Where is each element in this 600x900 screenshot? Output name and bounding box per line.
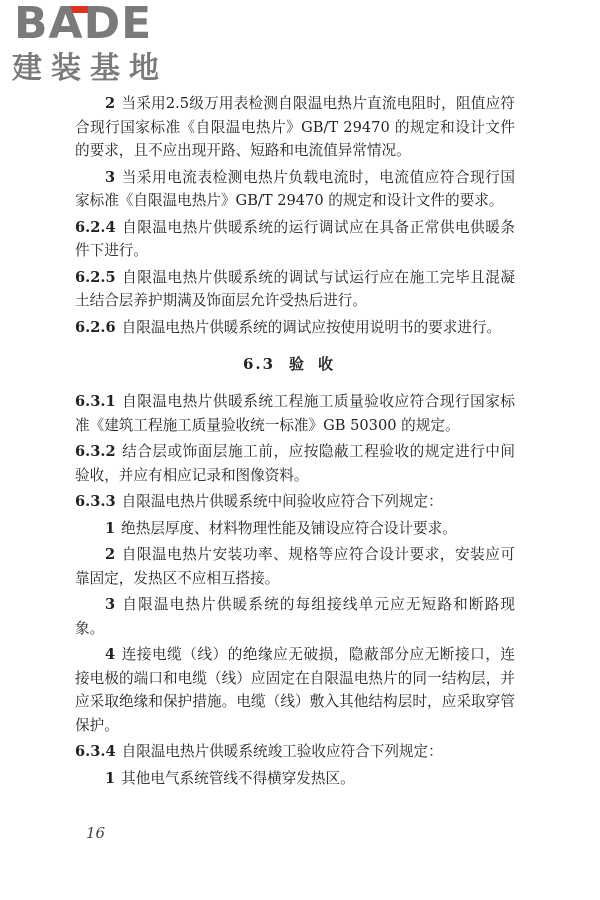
- clause-paragraph: [75, 440, 515, 487]
- list-item: [75, 517, 515, 541]
- paragraph-text: 当采用2.5级万用表检测自限温电热片直流电阻时，阻值应符合现行国家标准《自限温电热片》GB/T 29470 的规定和设计文件的要求，且不应出现开路、短路和电流值异常情况。: [75, 95, 515, 159]
- clause-paragraph: [75, 216, 515, 263]
- item-number: 1: [105, 519, 116, 537]
- paragraph-text: 其他电气系统管线不得横穿发热区。: [121, 769, 355, 787]
- section-heading: [75, 353, 515, 374]
- paragraph-text: 自限温电热片供暖系统工程施工质量验收应符合现行国家标准《建筑工程施工质量验收统一标准》GB 50300 的规定。: [75, 393, 515, 434]
- paragraph-text: 自限温电热片供暖系统的调试与试运行应在施工完毕且混凝土结合层养护期满及饰面层允许受热后进行。: [75, 268, 515, 309]
- paragraph-text: 自限温电热片供暖系统中间验收应符合下列规定：: [121, 493, 443, 510]
- clause-number: 6.2.4: [75, 218, 116, 236]
- logo-wordmark: BADE: [14, 0, 153, 49]
- clause-paragraph: [75, 316, 515, 340]
- list-item: [75, 166, 515, 213]
- list-item: [75, 643, 515, 737]
- list-item: [75, 543, 515, 590]
- paragraph-text: 自限温电热片供暖系统的每组接线单元应无短路和断路现象。: [75, 596, 515, 637]
- section-title: 验收: [289, 355, 348, 373]
- clause-paragraph: [75, 266, 515, 313]
- page-number: 16: [86, 824, 106, 842]
- item-number: 3: [105, 596, 116, 613]
- list-item: [75, 92, 515, 163]
- paragraph-text: 自限温电热片安装功率、规格等应符合设计要求，安装应可靠固定，发热区不应相互搭接。: [75, 546, 515, 587]
- paragraph-text: 自限温电热片供暖系统的调试应按使用说明书的要求进行。: [121, 318, 502, 336]
- paragraph-text: 结合层或饰面层施工前，应按隐蔽工程验收的规定进行中间验收，并应有相应记录和图像资料。: [75, 443, 515, 484]
- logo: [8, 2, 183, 94]
- clause-number: 6.2.5: [75, 268, 116, 286]
- paragraph-text: 自限温电热片供暖系统竣工验收应符合下列规定：: [121, 743, 443, 760]
- item-number: 4: [105, 646, 116, 663]
- logo-subtitle: 建装基地: [12, 51, 168, 86]
- section-number: 6.3: [242, 355, 276, 373]
- clause-number: 6.3.4: [75, 743, 116, 760]
- clause-number: 6.2.6: [75, 318, 116, 336]
- item-number: 2: [105, 546, 116, 563]
- clause-number: 6.3.1: [75, 393, 116, 410]
- list-item: [75, 593, 515, 640]
- paragraph-text: 绝热层厚度、材料物理性能及铺设应符合设计要求。: [121, 519, 457, 537]
- item-number: 3: [105, 168, 116, 186]
- paragraph-text: 连接电缆（线）的绝缘应无破损，隐蔽部分应无断接口，连接电极的端口和电缆（线）应固定在自限温电热片的同一结构层，并应采取绝缘和保护措施。电缆（线）敷入其他结构层时，应采取穿管保护。: [75, 646, 515, 734]
- clause-paragraph: [75, 390, 515, 437]
- paragraph-text: 自限温电热片供暖系统的运行调试应在具备正常供电供暖条件下进行。: [75, 218, 515, 259]
- item-number: 2: [105, 95, 116, 112]
- clause-paragraph: [75, 490, 515, 514]
- paragraph-text: 当采用电流表检测电热片负载电流时，电流值应符合现行国家标准《自限温电热片》GB/T 29470 的规定和设计文件的要求。: [75, 168, 515, 209]
- clause-paragraph: [75, 740, 515, 764]
- document-body: [75, 92, 515, 793]
- item-number: 1: [105, 769, 116, 787]
- clause-number: 6.3.2: [75, 443, 116, 460]
- clause-number: 6.3.3: [75, 493, 116, 510]
- list-item: [75, 767, 515, 791]
